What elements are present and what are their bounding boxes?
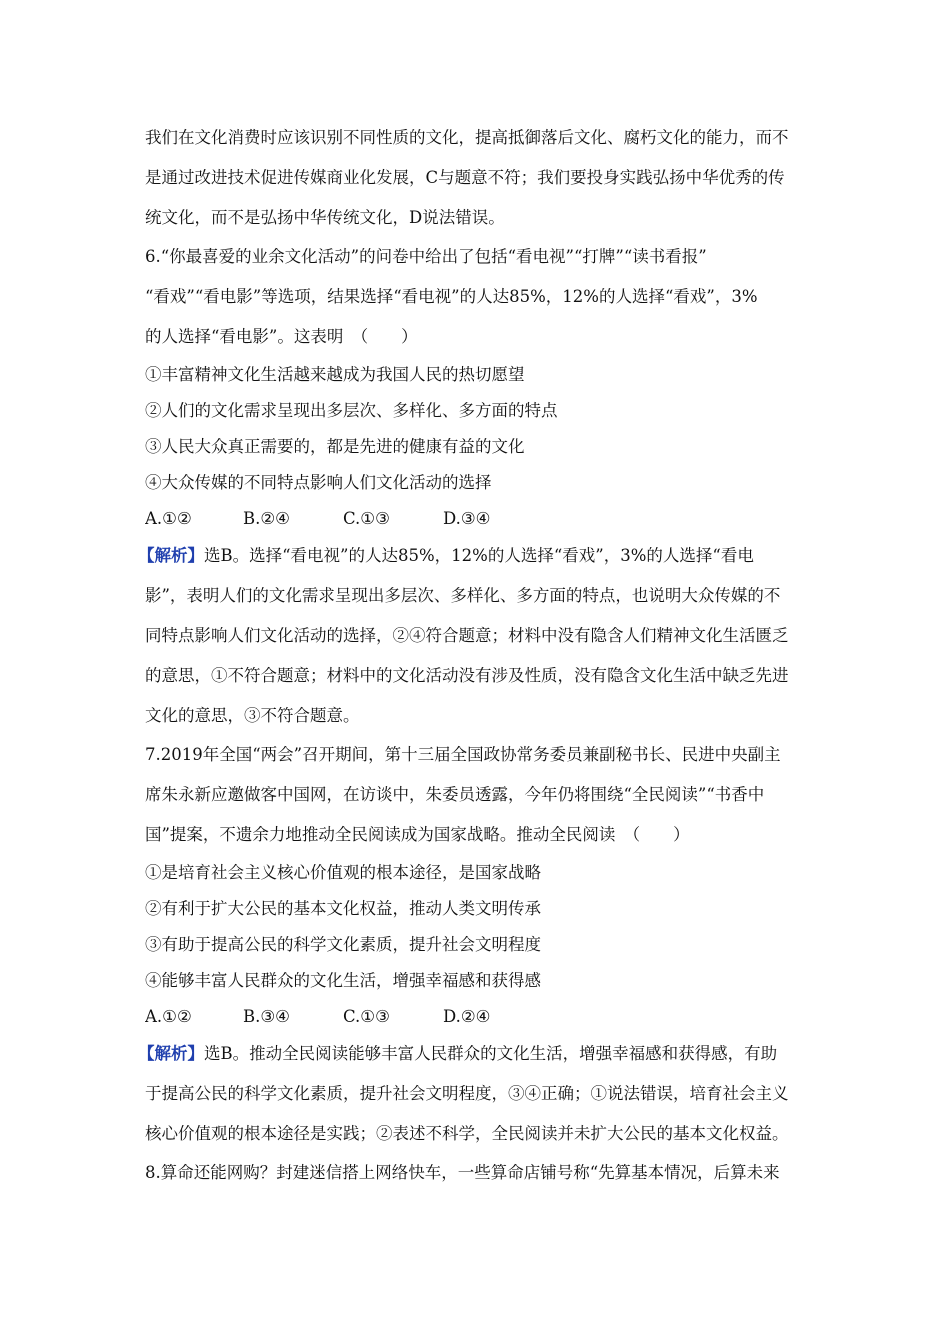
q7-option-b: B.③④ xyxy=(243,1007,290,1026)
q8-stem-line-1: 8.算命还能网购？封建迷信搭上网络快车，一些算命店铺号称“先算基本情况，后算未来 xyxy=(145,1163,780,1182)
intro-line-2: 是通过改进技术促进传媒商业化发展，C与题意不符；我们要投身实践弘扬中华优秀的传 xyxy=(145,168,785,187)
q6-analysis-line-3: 同特点影响人们文化活动的选择，②④符合题意；材料中没有隐含人们精神文化生活匮乏 xyxy=(145,626,789,645)
q7-option-a: A.①② xyxy=(145,1007,192,1026)
q6-option-d: D.③④ xyxy=(443,509,491,528)
q6-option-b: B.②④ xyxy=(243,509,290,528)
q7-analysis-line-1 xyxy=(138,1043,808,1065)
q7-option-c: C.①③ xyxy=(343,1007,390,1026)
q6-option-a: A.①② xyxy=(145,509,192,528)
q7-options xyxy=(145,1006,815,1028)
intro-line-1: 我们在文化消费时应该识别不同性质的文化，提高抵御落后文化、腐朽文化的能力，而不 xyxy=(145,128,789,147)
q6-item-3: ③人民大众真正需要的，都是先进的健康有益的文化 xyxy=(145,437,525,456)
q6-analysis-tag: 【解析】 xyxy=(138,546,204,565)
q6-analysis-line-2: 影”，表明人们的文化需求呈现出多层次、多样化、多方面的特点，也说明大众传媒的不 xyxy=(145,586,781,605)
q6-option-c: C.①③ xyxy=(343,509,390,528)
q7-item-4: ④能够丰富人民群众的文化生活，增强幸福感和获得感 xyxy=(145,971,541,990)
intro-line-3: 统文化，而不是弘扬中华传统文化，D说法错误。 xyxy=(145,208,505,227)
q7-stem-line-3: 国”提案，不遗余力地推动全民阅读成为国家战略。推动全民阅读 （ ） xyxy=(145,825,690,844)
q7-item-1: ①是培育社会主义核心价值观的根本途径，是国家战略 xyxy=(145,863,541,882)
q7-analysis-text-1: 选B。推动全民阅读能够丰富人民群众的文化生活，增强幸福感和获得感，有助 xyxy=(204,1044,778,1063)
q7-item-2: ②有利于扩大公民的基本文化权益，推动人类文明传承 xyxy=(145,899,541,918)
q6-stem-line-3: 的人选择“看电影”。这表明 （ ） xyxy=(145,327,418,346)
q7-stem-line-1: 7.2019年全国“两会”召开期间，第十三届全国政协常务委员兼副秘书长、民进中央副主 xyxy=(145,745,781,764)
q6-options xyxy=(145,508,815,530)
q6-analysis-text-1: 选B。选择“看电视”的人达85%，12%的人选择“看戏”，3%的人选择“看电 xyxy=(204,546,754,565)
q7-analysis-tag: 【解析】 xyxy=(138,1044,204,1063)
q6-stem-line-1: 6.“你最喜爱的业余文化活动”的问卷中给出了包括“看电视”“打牌”“读书看报” xyxy=(145,247,707,266)
q6-analysis-line-5: 文化的意思，③不符合题意。 xyxy=(145,706,360,725)
q7-item-3: ③有助于提高公民的科学文化素质，提升社会文明程度 xyxy=(145,935,541,954)
q6-stem-line-2: “看戏”“看电影”等选项，结果选择“看电视”的人达85%，12%的人选择“看戏”，3% xyxy=(145,287,758,306)
q6-item-1: ①丰富精神文化生活越来越成为我国人民的热切愿望 xyxy=(145,365,525,384)
q7-stem-line-2: 席朱永新应邀做客中国网，在访谈中，朱委员透露，今年仍将围绕“全民阅读”“书香中 xyxy=(145,785,765,804)
q6-analysis-line-4: 的意思，①不符合题意；材料中的文化活动没有涉及性质，没有隐含文化生活中缺乏先进 xyxy=(145,666,789,685)
q6-item-4: ④大众传媒的不同特点影响人们文化活动的选择 xyxy=(145,473,492,492)
q7-analysis-line-3: 核心价值观的根本途径是实践；②表述不科学，全民阅读并未扩大公民的基本文化权益。 xyxy=(145,1124,789,1143)
q6-item-2: ②人们的文化需求呈现出多层次、多样化、多方面的特点 xyxy=(145,401,558,420)
q7-analysis-line-2: 于提高公民的科学文化素质，提升社会文明程度，③④正确；①说法错误，培育社会主义 xyxy=(145,1084,789,1103)
q6-analysis-line-1 xyxy=(138,545,808,567)
q7-option-d: D.②④ xyxy=(443,1007,491,1026)
